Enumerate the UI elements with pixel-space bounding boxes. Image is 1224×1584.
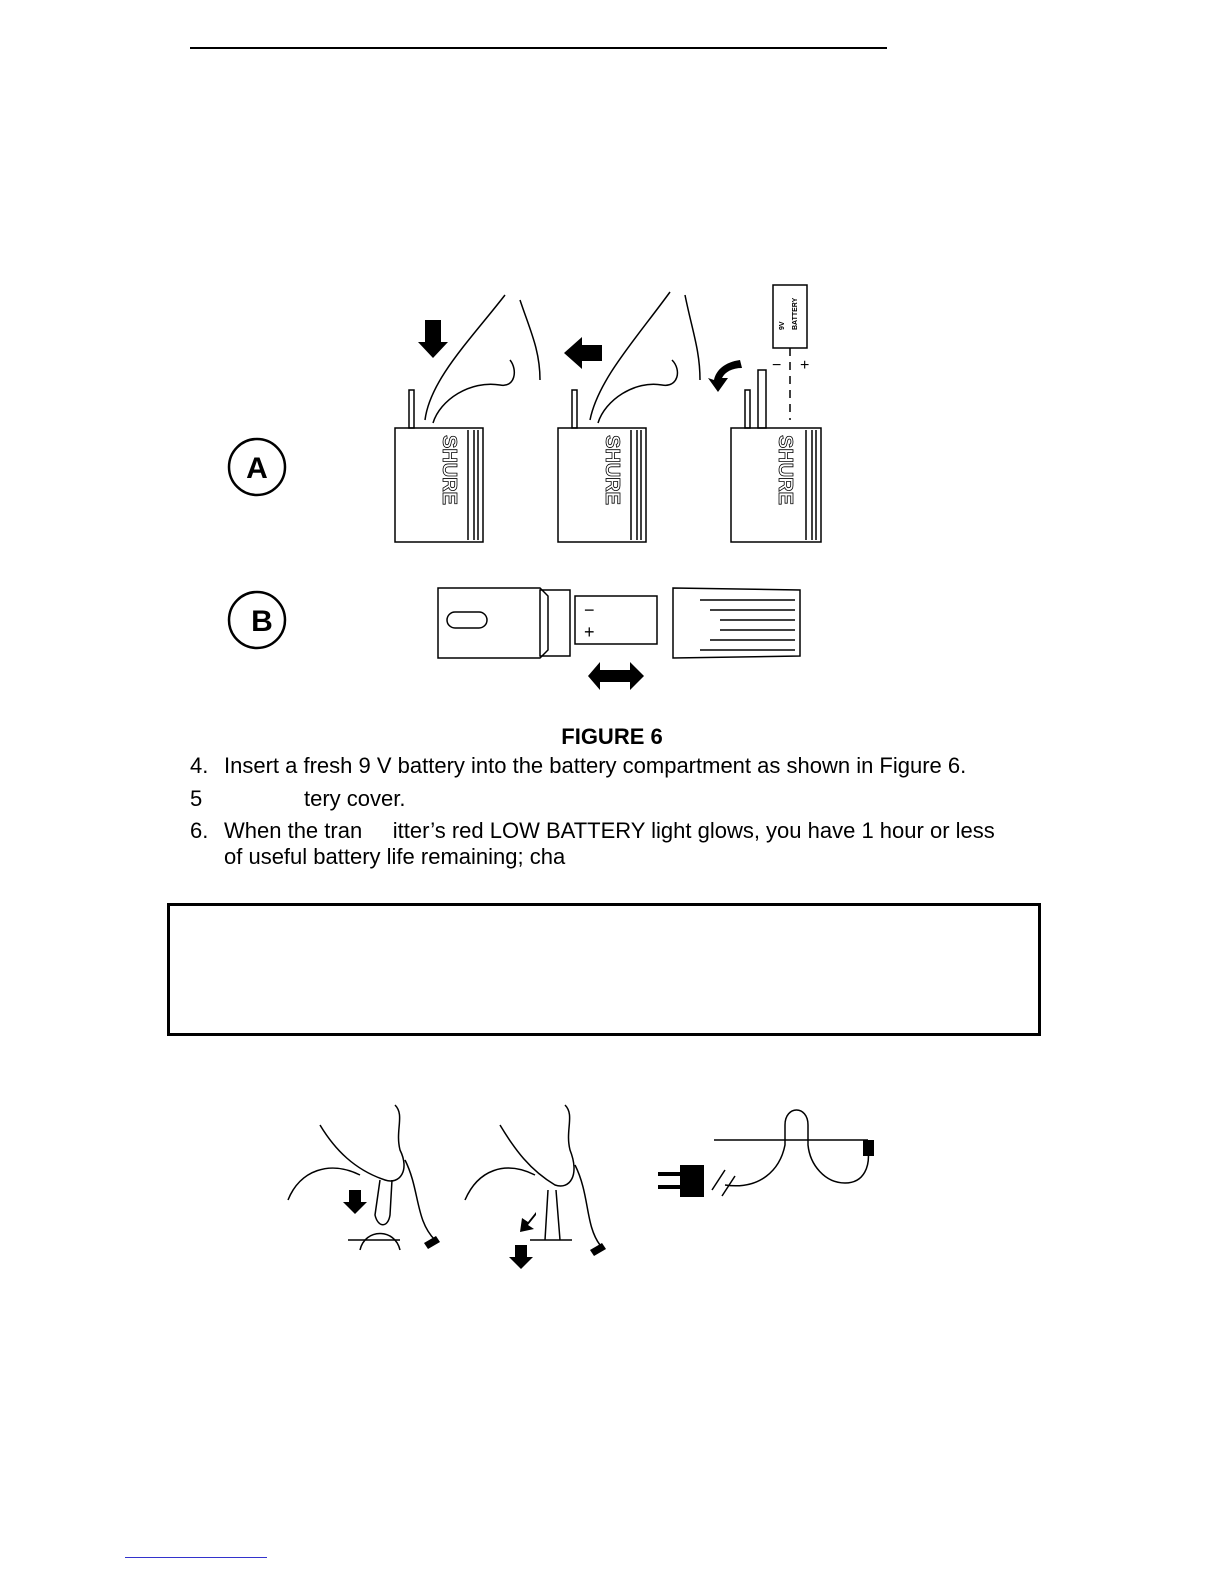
arrow-double [588, 662, 644, 690]
brand-logo-3: SHURE [774, 435, 796, 506]
arrow-curve [708, 360, 742, 392]
brand-logo-1: SHURE [438, 435, 460, 506]
arrow-down-small-2 [509, 1245, 533, 1269]
arrows [418, 320, 742, 690]
step-number: 5 [190, 786, 203, 811]
battery-label-1: 9V [779, 321, 786, 330]
plus-sign-a: + [800, 357, 810, 374]
step-number: 4. [190, 753, 209, 778]
step-text: When the tran itter’s red LOW BATTERY light glows, you have 1 hour or less [224, 818, 995, 843]
arrow-down-small [343, 1190, 367, 1214]
transmitter-1 [395, 295, 540, 542]
step-6-continued [190, 844, 565, 870]
figure-6-illustration [0, 280, 1224, 700]
plus-sign-b: + [584, 622, 595, 642]
step-5 [190, 786, 405, 812]
step-text: of useful battery life remaining; cha [224, 844, 566, 869]
label-a: A [246, 452, 268, 485]
step-text: tery cover. [304, 786, 406, 811]
transmitter-2 [558, 292, 700, 542]
step-6 [190, 818, 995, 844]
minus-sign-b: − [584, 600, 595, 620]
antenna-clip-illustration [0, 1100, 1224, 1280]
step-4 [190, 753, 966, 779]
arrow-diagonal-small [520, 1212, 536, 1232]
note-box [167, 903, 1041, 1036]
arrow-down [418, 320, 448, 358]
label-b: B [251, 605, 273, 638]
connector-plug [680, 1165, 704, 1197]
transmitter-b [438, 588, 800, 658]
top-rule [190, 47, 887, 49]
battery-label-2: BATTERY [792, 297, 799, 330]
footer-link-underline [125, 1557, 267, 1558]
arrow-left [564, 337, 602, 369]
brand-logo-2: SHURE [601, 435, 623, 506]
step-number: 6. [190, 818, 209, 843]
figure-caption: FIGURE 6 [561, 724, 663, 749]
minus-sign-a: − [772, 357, 782, 374]
step-text: Insert a fresh 9 V battery into the battery compartment as shown in Figure 6. [224, 753, 967, 778]
